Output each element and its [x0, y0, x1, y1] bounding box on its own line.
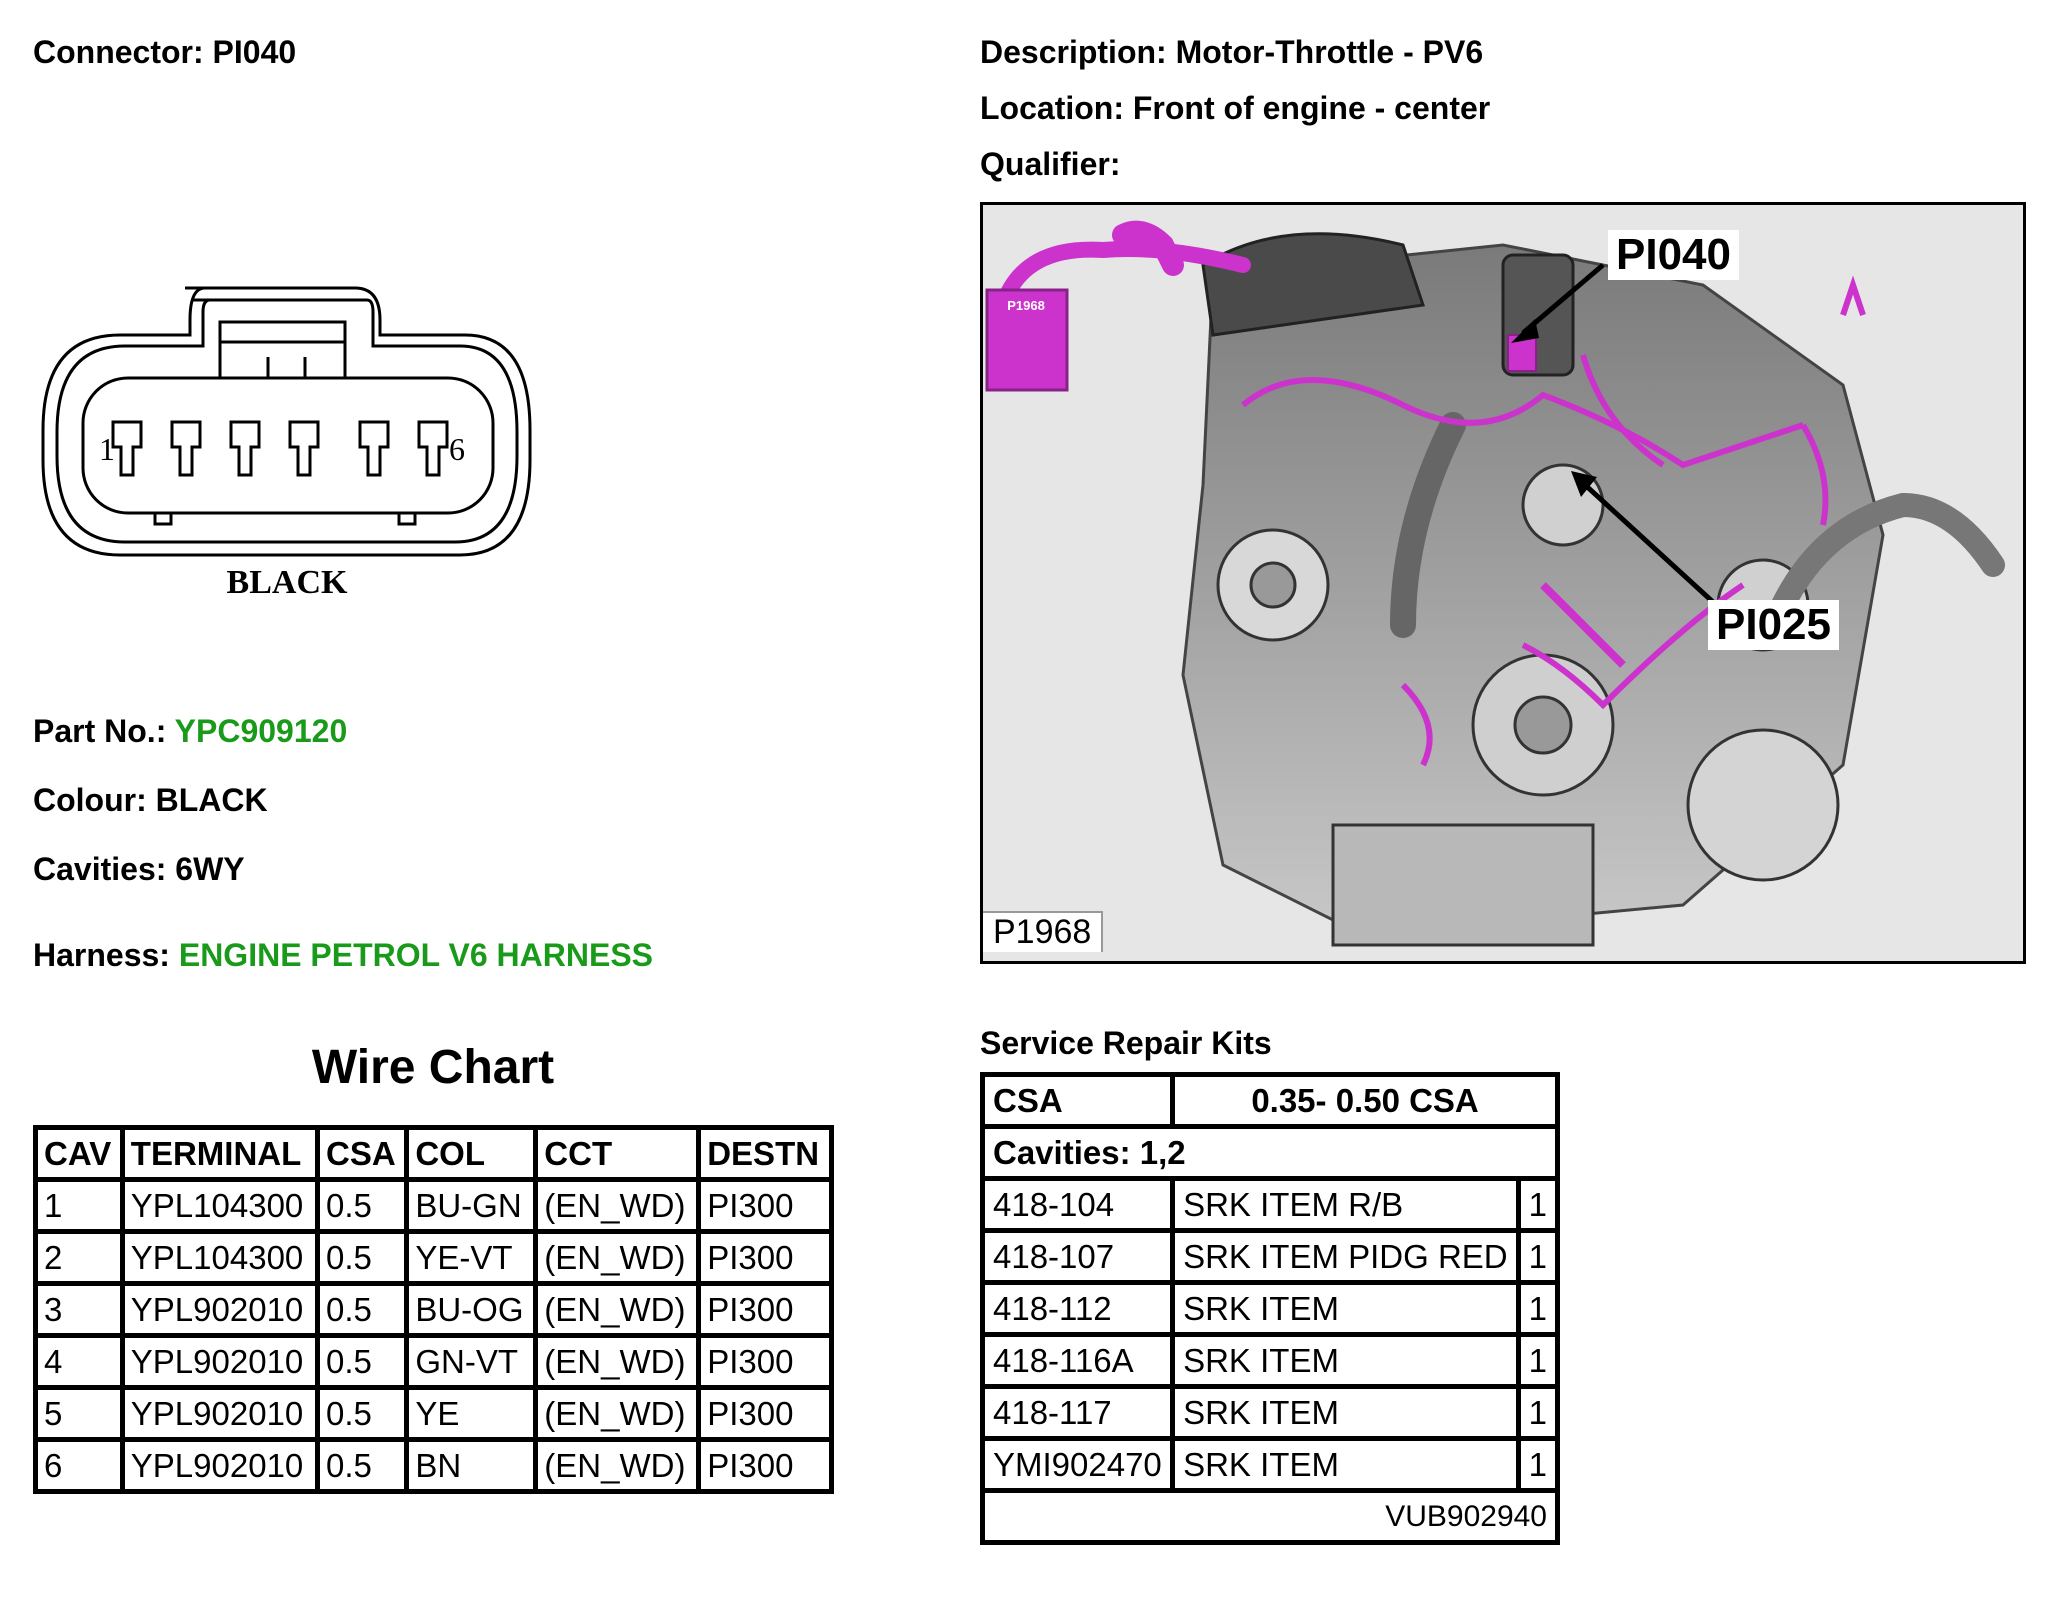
- colour-value: BLACK: [155, 782, 268, 818]
- callout-p1968-connector: P1968: [1007, 298, 1045, 313]
- cell-cct: (EN_WD): [536, 1232, 699, 1284]
- pin-label-first: 1: [99, 431, 115, 467]
- srk-description: SRK ITEM: [1173, 1283, 1519, 1335]
- cell-col: BU-OG: [407, 1284, 536, 1336]
- cell-csa: 0.5: [318, 1284, 407, 1336]
- wire-chart-table: [33, 1125, 834, 1494]
- cell-col: GN-VT: [407, 1336, 536, 1388]
- srk-footer: VUB902940: [983, 1491, 1558, 1543]
- location-label: Location:: [980, 90, 1124, 126]
- header-col: COL: [407, 1128, 536, 1180]
- cell-terminal: YPL104300: [122, 1232, 317, 1284]
- cell-csa: 0.5: [318, 1440, 407, 1492]
- header-cav: CAV: [36, 1128, 123, 1180]
- srk-description: SRK ITEM R/B: [1173, 1179, 1519, 1231]
- srk-part-number: 418-112: [983, 1283, 1173, 1335]
- srk-part-number: 418-116A: [983, 1335, 1173, 1387]
- cell-cav: 3: [36, 1284, 123, 1336]
- table-row: [36, 1232, 832, 1284]
- cavity-6: [419, 422, 447, 475]
- colour-line: [33, 782, 268, 819]
- cavity-4: [290, 422, 318, 475]
- cavity-5: [360, 422, 388, 475]
- table-row: [983, 1439, 1558, 1491]
- qualifier-label: Qualifier:: [980, 146, 1121, 182]
- part-number-label: Part No.:: [33, 713, 167, 749]
- engine-illustration: [983, 205, 2023, 961]
- cell-destn: PI300: [699, 1440, 832, 1492]
- table-row: [36, 1336, 832, 1388]
- srk-quantity: 1: [1518, 1231, 1557, 1283]
- wire-chart-header-row: [36, 1128, 832, 1180]
- cell-col: BN: [407, 1440, 536, 1492]
- connector-line: [33, 34, 296, 71]
- table-row: [983, 1179, 1558, 1231]
- srk-cavities-row: [983, 1127, 1558, 1179]
- part-number-link[interactable]: YPC909120: [174, 713, 348, 749]
- location-value: Front of engine - center: [1132, 90, 1491, 126]
- cell-cct: (EN_WD): [536, 1440, 699, 1492]
- srk-quantity: 1: [1518, 1387, 1557, 1439]
- cell-col: BU-GN: [407, 1180, 536, 1232]
- cell-terminal: YPL902010: [122, 1284, 317, 1336]
- srk-quantity: 1: [1518, 1283, 1557, 1335]
- srk-footer-row: [983, 1491, 1558, 1543]
- cell-destn: PI300: [699, 1284, 832, 1336]
- header-destn: DESTN: [699, 1128, 832, 1180]
- srk-description: SRK ITEM: [1173, 1335, 1519, 1387]
- cavity-2: [172, 422, 200, 475]
- harness-line: [33, 937, 653, 974]
- cell-cav: 6: [36, 1440, 123, 1492]
- colour-label: Colour:: [33, 782, 147, 818]
- table-row: [36, 1440, 832, 1492]
- connector-label: Connector:: [33, 34, 204, 70]
- wire-chart-title: Wire Chart: [311, 1041, 555, 1094]
- srk-csa-value: 0.35- 0.50 CSA: [1173, 1075, 1558, 1127]
- srk-quantity: 1: [1518, 1179, 1557, 1231]
- header-csa: CSA: [318, 1128, 407, 1180]
- image-reference-label: P1968: [983, 911, 1103, 952]
- cell-csa: 0.5: [318, 1336, 407, 1388]
- cell-terminal: YPL902010: [122, 1336, 317, 1388]
- cell-cav: 5: [36, 1388, 123, 1440]
- srk-csa-label: CSA: [983, 1075, 1173, 1127]
- cell-destn: PI300: [699, 1388, 832, 1440]
- header-cct: CCT: [536, 1128, 699, 1180]
- connector-value: PI040: [212, 34, 297, 70]
- callout-pi025: PI025: [1708, 600, 1839, 650]
- srk-csa-row: [983, 1075, 1558, 1127]
- table-row: [983, 1335, 1558, 1387]
- location-line: [980, 90, 1490, 127]
- table-row: [983, 1387, 1558, 1439]
- table-row: [36, 1284, 832, 1336]
- description-value: Motor-Throttle - PV6: [1175, 34, 1484, 70]
- cell-cct: (EN_WD): [536, 1180, 699, 1232]
- cavities-label: Cavities:: [33, 851, 167, 887]
- cell-csa: 0.5: [318, 1232, 407, 1284]
- cell-cav: 1: [36, 1180, 123, 1232]
- srk-description: SRK ITEM: [1173, 1387, 1519, 1439]
- cell-cct: (EN_WD): [536, 1388, 699, 1440]
- table-row: [983, 1283, 1558, 1335]
- srk-description: SRK ITEM: [1173, 1439, 1519, 1491]
- table-row: [36, 1388, 832, 1440]
- callout-pi040: PI040: [1608, 230, 1739, 280]
- cavity-3: [231, 422, 259, 475]
- table-row: [983, 1231, 1558, 1283]
- cell-cct: (EN_WD): [536, 1336, 699, 1388]
- srk-part-number: 418-117: [983, 1387, 1173, 1439]
- cell-terminal: YPL902010: [122, 1388, 317, 1440]
- cell-cav: 4: [36, 1336, 123, 1388]
- srk-cavities: Cavities: 1,2: [983, 1127, 1558, 1179]
- description-line: [980, 34, 1483, 71]
- table-row: [36, 1180, 832, 1232]
- cell-csa: 0.5: [318, 1180, 407, 1232]
- cavities-line: [33, 851, 245, 888]
- cell-terminal: YPL902010: [122, 1440, 317, 1492]
- engine-image-panel: [980, 202, 2026, 964]
- srk-part-number: 418-104: [983, 1179, 1173, 1231]
- header-terminal: TERMINAL: [122, 1128, 317, 1180]
- cavities-value: 6WY: [175, 851, 245, 887]
- cell-terminal: YPL104300: [122, 1180, 317, 1232]
- cell-cav: 2: [36, 1232, 123, 1284]
- pin-label-last: 6: [449, 431, 465, 467]
- description-label: Description:: [980, 34, 1167, 70]
- cell-cct: (EN_WD): [536, 1284, 699, 1336]
- harness-label: Harness:: [33, 937, 170, 973]
- part-number-line: [33, 713, 347, 750]
- cell-destn: PI300: [699, 1232, 832, 1284]
- srk-description: SRK ITEM PIDG RED: [1173, 1231, 1519, 1283]
- cell-col: YE: [407, 1388, 536, 1440]
- cell-destn: PI300: [699, 1336, 832, 1388]
- connector-colour-caption: BLACK: [226, 564, 348, 601]
- srk-part-number: YMI902470: [983, 1439, 1173, 1491]
- connector-face-diagram: [35, 280, 545, 610]
- cavity-1: [113, 422, 141, 475]
- srk-quantity: 1: [1518, 1335, 1557, 1387]
- srk-title: Service Repair Kits: [980, 1025, 1272, 1061]
- srk-quantity: 1: [1518, 1439, 1557, 1491]
- srk-part-number: 418-107: [983, 1231, 1173, 1283]
- srk-table: [980, 1072, 1560, 1545]
- harness-link[interactable]: ENGINE PETROL V6 HARNESS: [178, 937, 654, 973]
- cell-col: YE-VT: [407, 1232, 536, 1284]
- cell-destn: PI300: [699, 1180, 832, 1232]
- cell-csa: 0.5: [318, 1388, 407, 1440]
